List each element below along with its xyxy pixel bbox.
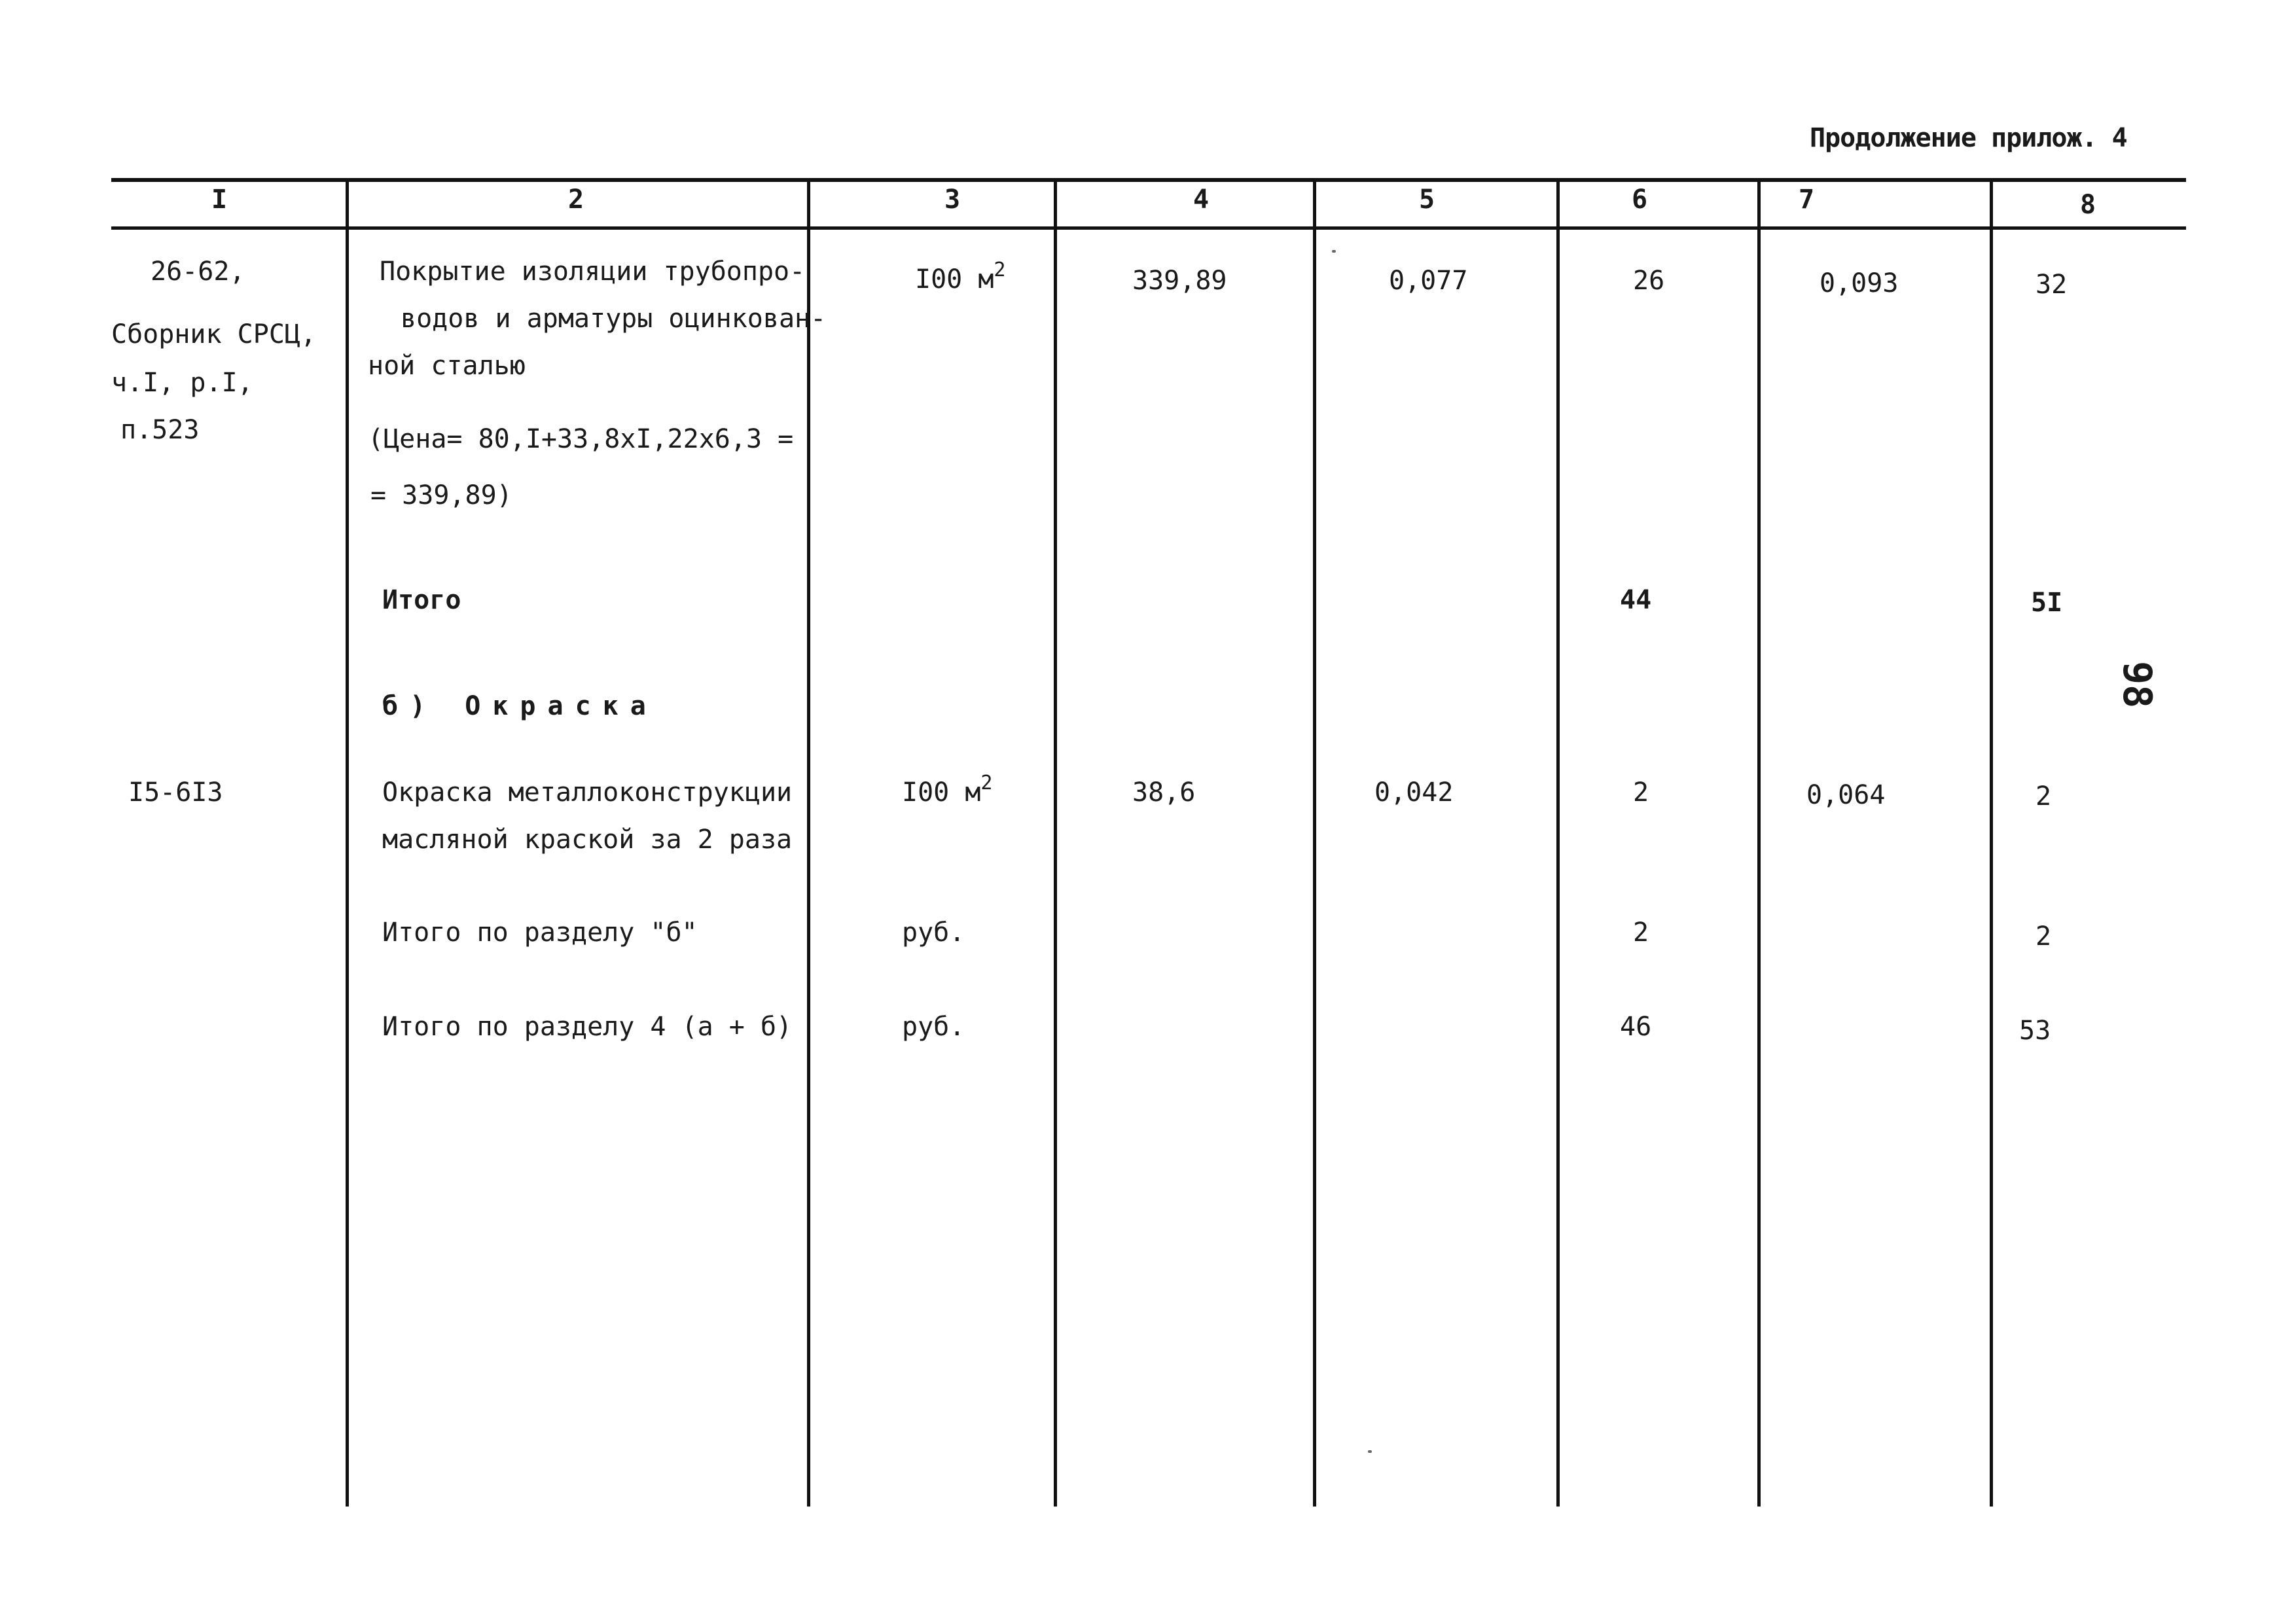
- code-line: ч.I, р.I,: [111, 368, 253, 398]
- price-formula-line: (Цена= 80,I+33,8хI,22х6,3 =: [368, 424, 794, 454]
- page-number: 98: [2114, 661, 2160, 709]
- column-header-2: 2: [567, 185, 584, 215]
- unit-text: I00 м: [902, 777, 981, 808]
- column-header-3: 3: [944, 185, 961, 215]
- column-header-6: 6: [1631, 185, 1648, 215]
- col8-cell: 2: [2036, 781, 2052, 812]
- code-line: I5-6I3: [128, 777, 223, 808]
- column-header-5: 5: [1418, 185, 1435, 215]
- column-header-1: I: [211, 185, 228, 215]
- unit-exponent: 2: [994, 259, 1006, 281]
- col8-cell: 32: [2036, 270, 2068, 300]
- column-header-8: 8: [2079, 190, 2096, 220]
- col6-cell: 46: [1620, 1012, 1652, 1042]
- column-divider-1: [346, 178, 349, 1507]
- col6-cell: 2: [1633, 918, 1649, 948]
- col6-cell: 2: [1633, 777, 1649, 808]
- unit-cell: руб.: [902, 1012, 965, 1042]
- code-line: п.523: [120, 415, 200, 445]
- item-name-line: ной сталью: [368, 351, 526, 381]
- price-formula-line: = 339,89): [370, 480, 512, 510]
- table-top-rule: [111, 178, 2186, 182]
- col5-cell: 0,077: [1389, 266, 1468, 296]
- col6-cell: 44: [1620, 585, 1652, 615]
- column-divider-5: [1556, 178, 1560, 1507]
- col8-cell: 53: [2019, 1016, 2051, 1046]
- unit-cell: [915, 257, 1005, 302]
- item-name-line: водов и арматуры оцинкован-: [401, 304, 827, 334]
- unit-cell: [902, 770, 992, 815]
- column-header-4: 4: [1193, 185, 1210, 215]
- column-divider-4: [1313, 178, 1316, 1507]
- col8-cell: 5I: [2031, 588, 2063, 618]
- col7-cell: 0,064: [1806, 780, 1886, 810]
- price-cell: 339,89: [1132, 266, 1227, 296]
- subtotal-label: Итого по разделу "б": [382, 918, 698, 948]
- section-title: б) Окраска: [382, 691, 658, 721]
- column-divider-6: [1757, 178, 1761, 1507]
- item-name-line: Покрытие изоляции трубопро-: [380, 257, 806, 287]
- unit-cell: руб.: [902, 918, 965, 948]
- total-label: Итого по разделу 4 (а + б): [382, 1012, 793, 1042]
- column-divider-3: [1054, 178, 1057, 1507]
- col8-cell: 2: [2036, 921, 2052, 952]
- subtotal-label: Итого: [382, 585, 461, 615]
- continuation-caption: Продолжение прилож. 4: [1810, 123, 2127, 153]
- table-header-rule: [111, 226, 2186, 230]
- code-line: 26-62,: [151, 257, 245, 287]
- scan-speck: [1368, 1450, 1372, 1453]
- item-name-line: масляной краской за 2 раза: [382, 825, 793, 855]
- scan-speck: [1332, 250, 1336, 253]
- col7-cell: 0,093: [1820, 268, 1899, 298]
- column-divider-2: [807, 178, 810, 1507]
- col6-cell: 26: [1633, 266, 1665, 296]
- column-divider-7: [1990, 178, 1993, 1507]
- unit-exponent: 2: [980, 772, 993, 794]
- col5-cell: 0,042: [1374, 777, 1454, 808]
- unit-text: I00 м: [915, 264, 994, 294]
- item-name-line: Окраска металлоконструкции: [382, 777, 793, 808]
- price-cell: 38,6: [1132, 777, 1196, 808]
- code-line: Сборник СРСЦ,: [111, 319, 317, 349]
- column-header-7: 7: [1798, 185, 1815, 215]
